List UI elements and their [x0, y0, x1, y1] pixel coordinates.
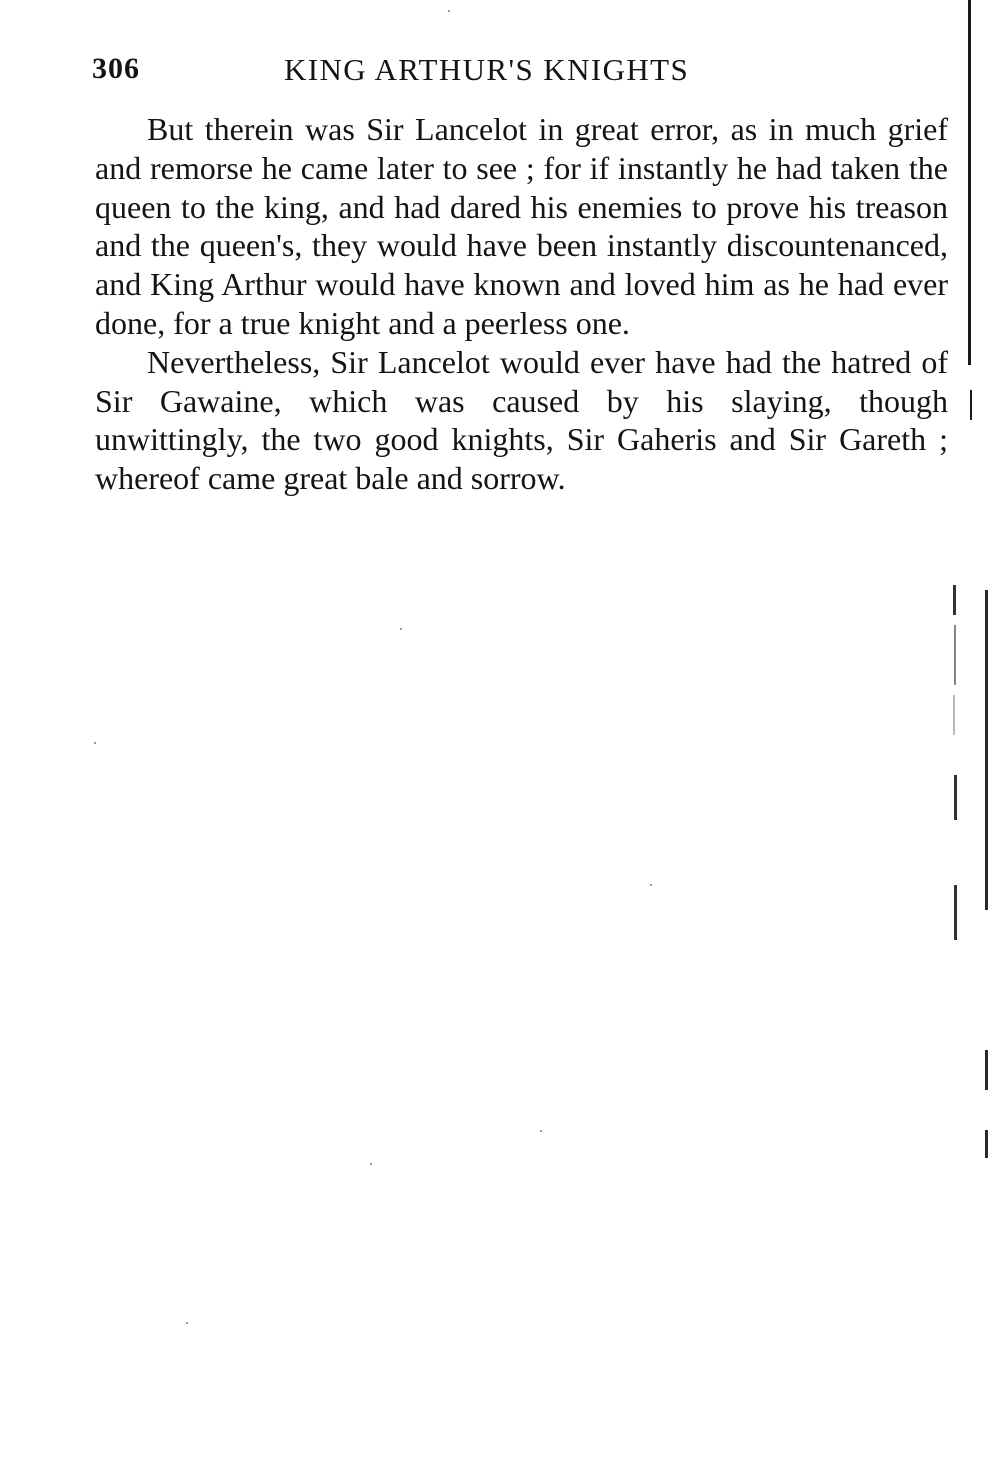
- scan-speck: [954, 625, 956, 685]
- page-edge-line: [985, 590, 988, 910]
- scan-speck: [953, 585, 956, 615]
- scan-dot: [540, 1130, 542, 1132]
- page-edge-mark: [985, 1130, 988, 1158]
- scan-dot: [650, 884, 652, 886]
- scan-dot: [186, 1322, 188, 1324]
- scan-dot: [94, 742, 96, 744]
- scan-dot: [400, 628, 402, 630]
- page-number: 306: [92, 52, 140, 85]
- running-head: [92, 52, 792, 92]
- scan-dot: [448, 10, 450, 12]
- page-edge-mark: [985, 1050, 988, 1090]
- binding-edge-line: [968, 0, 971, 365]
- book-title: KING ARTHUR'S KNIGHTS: [284, 52, 690, 87]
- paragraph-1: But therein was Sir Lancelot in great error, as in much grief and remorse he came later to see ; for if instantly he had taken the queen to the king, and had dared his enemies to prove his treason and the queen's, they would have been instantly discountenanced, and King Arthur would have known and loved him as he had ever done, for a true knight and a peerless one.: [95, 111, 948, 341]
- body-text: [95, 110, 948, 498]
- scan-speck: [954, 885, 957, 940]
- scan-speck: [953, 695, 955, 735]
- paragraph-2: Nevertheless, Sir Lancelot would ever have had the hatred of Sir Gawaine, which was caused by his slaying, though unwittingly, the two good knights, Sir Gaheris and Sir Gareth ; whereof came great bale and sorrow.: [95, 343, 948, 497]
- scan-specks: [951, 585, 959, 945]
- binding-edge-mark: [970, 390, 972, 420]
- scan-speck: [954, 775, 957, 820]
- scan-dot: [370, 1163, 372, 1165]
